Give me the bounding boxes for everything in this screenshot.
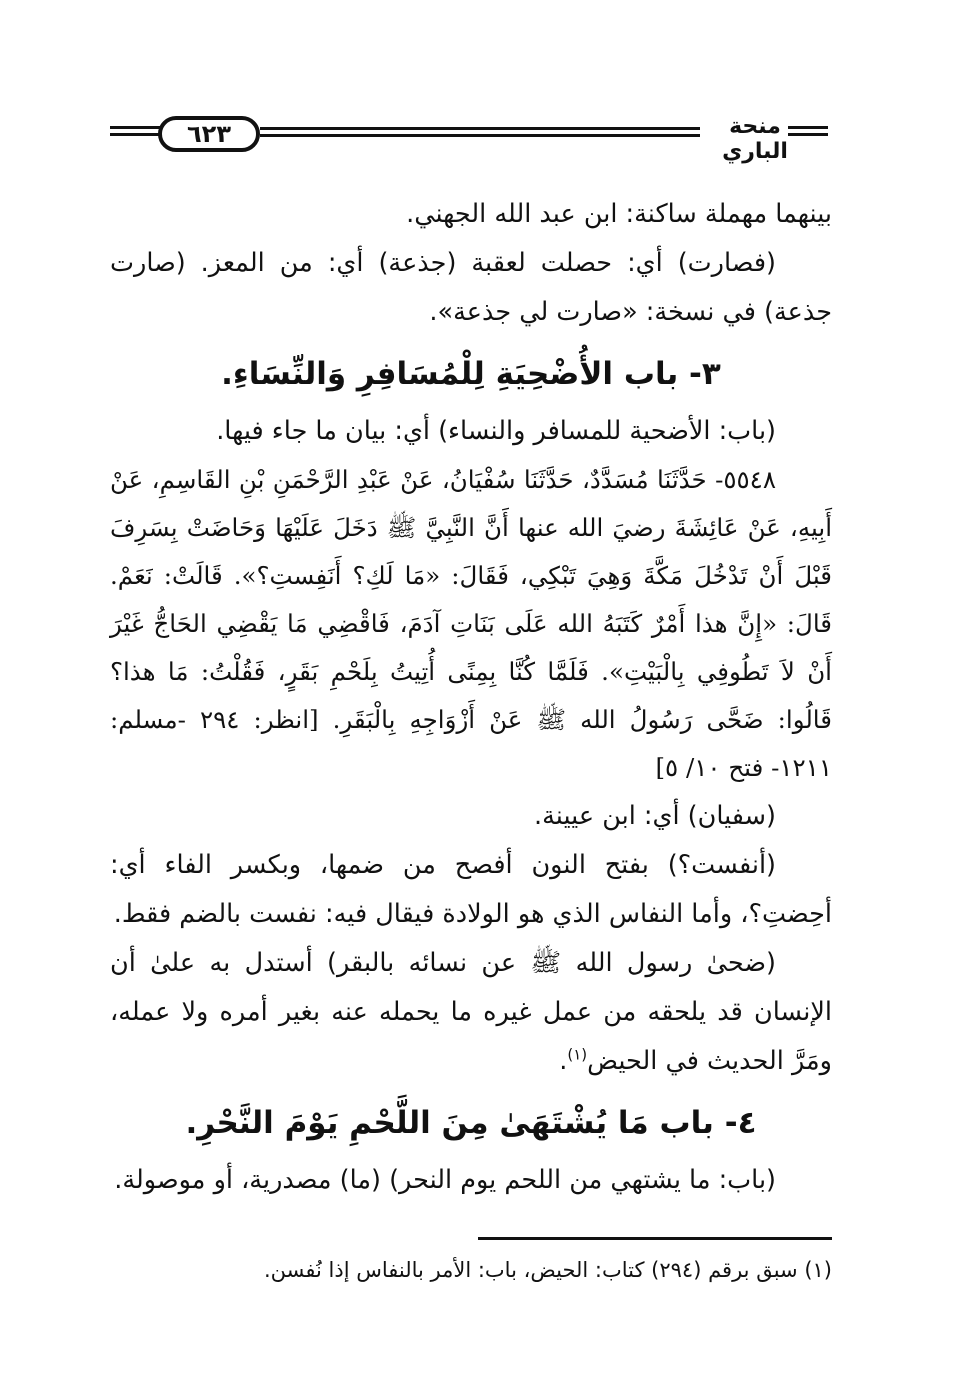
paragraph-text: (ضحىٰ رسول الله ﷺ عن نسائه بالبقر) أستدل به علىٰ أن الإنسان قد يلحقه من عمل غيره ما يحمله عنه بغير أمره ولا عمله، ومَرَّ الحديث في الحيض [110,948,832,1076]
main-text [110,190,832,1205]
book-title: منحة الباري [722,114,788,164]
chapter-heading: ٣- باب الأُضْحِيَةِ لِلْمُسَافِرِ وَالنِّسَاءِ. [221,356,721,392]
paragraph: (أنفست؟) بفتح النون أفصح من ضمها، وبكسر الفاء أي: أحِضتِ؟، وأما النفاس الذي هو الولادة فيقال فيه: نفست بالضم فقط. [110,850,832,929]
header-rule-middle [260,127,700,141]
paragraph: (باب: الأضحية للمسافر والنساء) أي: بيان ما جاء فيها. [216,416,776,446]
footnote-separator [478,1237,832,1240]
page-header [110,112,830,162]
footnote-reference[interactable]: (١) [567,1045,588,1064]
header-rule-right [788,126,828,140]
paragraph: (فصارت) أي: حصلت لعقبة (جذعة) أي: من المعز. (صارت جذعة) في نسخة: «صارت لي جذعة». [110,248,832,327]
paragraph: (باب: ما يشتهي من اللحم يوم النحر) (ما) مصدرية، أو موصولة. [114,1165,776,1195]
hadith-text: ٥٥٤٨- حَدَّثَنَا مُسَدَّدٌ، حَدَّثَنَا سُفْيَانُ، عَنْ عَبْدِ الرَّحْمَنِ بْنِ القَاسِمِ، عَنْ أَبِيهِ، عَنْ عَائِشَةَ رضيَ الله عنها أَنَّ النَّبِيَّ ﷺ دَخَلَ عَلَيْهَا وَحَاضَتْ بِسَرِفَ قَبْلَ أَنْ تَدْخُلَ مَكَّةَ وَهِيَ تَبْكِي، فَقَالَ: «مَا لَكِ؟ أَنَفِستِ؟». قَالَتْ: نَعَمْ. قَالَ: «إِنَّ هذا أَمْرٌ كَتَبَهُ الله عَلَى بَنَاتِ آدَمَ، فَاقْضِي مَا يَقْضِي الحَاجُّ غَيْرَ أَنْ لاَ تَطُوفِي بِالْبَيْتِ». فَلَمَّا كُنَّا بِمِنًى أُتِيتُ بِلَحْمِ بَقَرٍ، فَقُلْتُ: مَا هذا؟ قَالُوا: ضَحَّى رَسُولُ الله ﷺ عَنْ أَزْوَاجِهِ بِالْبَقَرِ. [انظر: ٢٩٤ -مسلم: ١٢١١- فتح ١٠/ ٥] [110,465,832,782]
paragraph: (سفيان) أي: ابن عيينة. [534,801,776,831]
paragraph [110,939,832,1086]
page-number: ٦٢٣ [158,116,260,152]
footnote: (١) سبق برقم (٢٩٤) كتاب: الحيض، باب: الأمر بالنفاس إذا نُفسن. [263,1258,832,1282]
chapter-heading: ٤- باب مَا يُشْتَهَىٰ مِنَ اللَّحْمِ يَوْمَ النَّحْرِ. [185,1105,757,1141]
header-rule-left [110,126,160,142]
paragraph: بينهما مهملة ساكنة: ابن عبد الله الجهني. [406,199,832,229]
paragraph-end: . [559,1046,568,1076]
